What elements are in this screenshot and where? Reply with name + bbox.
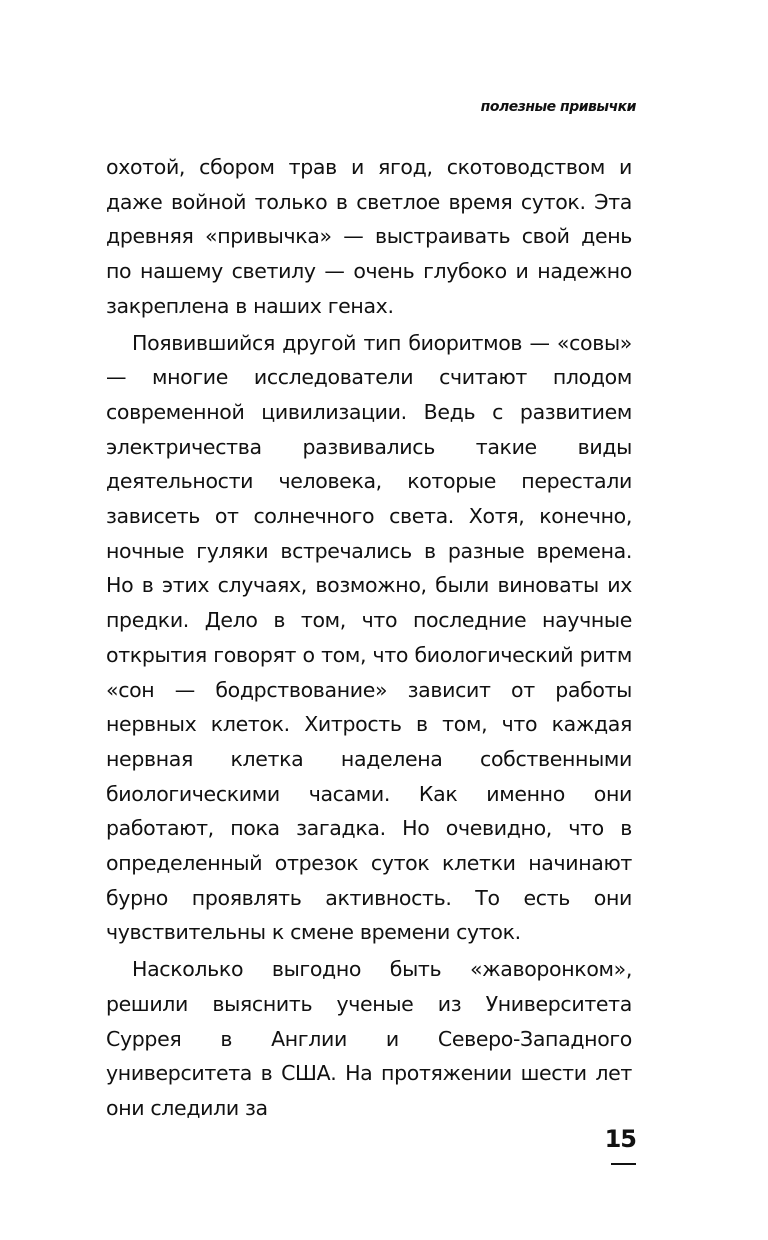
paragraph-2: Появившийся другой тип биоритмов — «совы» — многие исследователи считают плодом современной цивилизации. Ведь с развитием электричества развивались такие виды деятельности человека, которые перестали зависеть от солнечного света. Хотя, конечно, ночные гуляки встречались в разные времена. Но в этих случаях, возможно, были виноваты их предки. Дело в том, что последние научные открытия говорят о том, что биологический ритм «сон — бодрствование» зависит от работы нервных клеток. Хитрость в том, что каждая нервная клетка наделена собственными биологическими часами. Как именно они работают, пока загадка. Но очевидно, что в определенный отрезок суток клетки начинают бурно проявлять активность. То есть они чувствительны к смене времени суток. bbox=[106, 330, 632, 945]
page-number: 15 bbox=[604, 1125, 636, 1153]
paragraph-1: охотой, сбором трав и ягод, скотоводством и даже войной только в светлое время суток. Эта древняя «привычка» — выстраивать свой день по нашему светилу — очень глубоко и надежно закреплена в наших генах. bbox=[106, 155, 632, 318]
text-body bbox=[106, 150, 632, 1128]
page-number-rule bbox=[611, 1163, 636, 1165]
paragraph-3: Насколько выгодно быть «жаворонком», решили выяснить ученые из Университета Суррея в Англии и Северо-Западного университета в США. На протяжении шести лет они следили за bbox=[106, 957, 632, 1120]
running-header: полезные привычки bbox=[480, 99, 636, 115]
